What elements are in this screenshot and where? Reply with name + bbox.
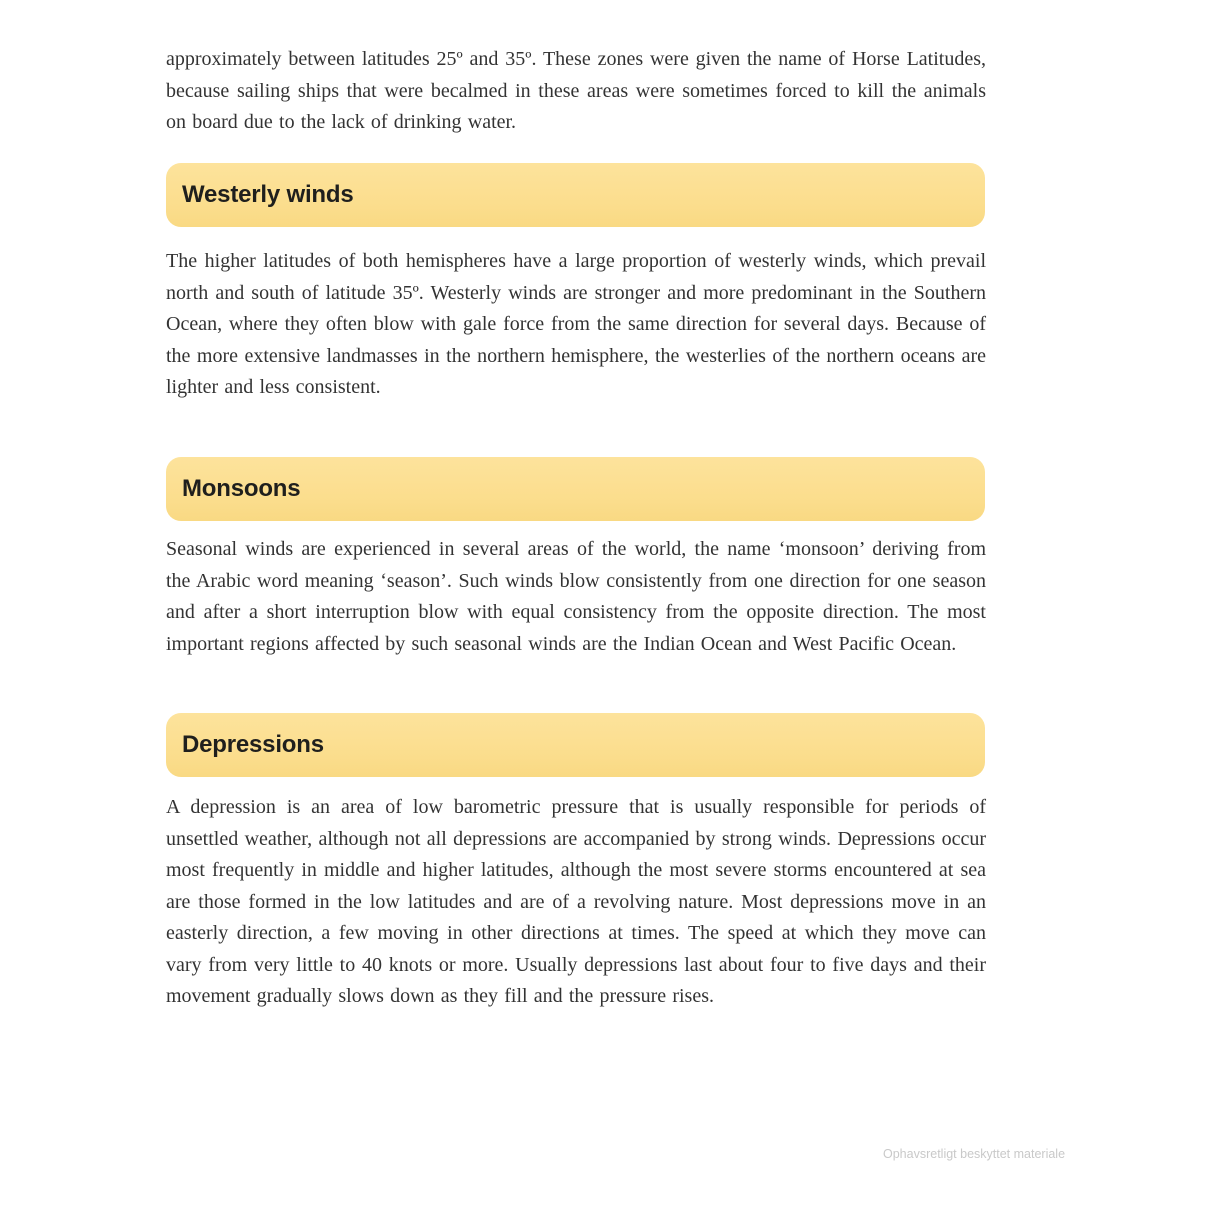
section-heading-depressions — [166, 713, 985, 777]
section-body-westerly-winds: The higher latitudes of both hemispheres have a large proportion of westerly winds, which prevail north and south of latitude 35º. Westerly winds are stronger and more predominant in the Southern Ocean, where they often blow with gale force from the same direction for several days. Because of the more extensive landmasses in the northern hemisphere, the westerlies of the northern oceans are lighter and less consistent. — [166, 250, 986, 398]
section-heading-label: Monsoons — [182, 475, 301, 502]
section-heading-westerly-winds — [166, 163, 985, 227]
copyright-watermark: Ophavsretligt beskyttet materiale — [883, 1147, 1066, 1161]
section-heading-label: Westerly winds — [182, 181, 354, 208]
intro-paragraph: approximately between latitudes 25º and 35º. These zones were given the name of Horse Latitudes, because sailing ships that were becalmed in these areas were sometimes forced to kill the animals on board due to the lack of drinking water. — [166, 48, 986, 133]
section-body-monsoons: Seasonal winds are experienced in several areas of the world, the name ‘monsoon’ deriving from the Arabic word meaning ‘season’. Such winds blow consistently from one direction for one season and after a short interruption blow with equal consistency from the opposite direction. The most important regions affected by such seasonal winds are the Indian Ocean and West Pacific Ocean. — [166, 538, 986, 655]
section-heading-monsoons — [166, 457, 985, 521]
section-heading-label: Depressions — [182, 731, 324, 758]
section-body-depressions: A depression is an area of low barometric pressure that is usually responsible for periods of unsettled weather, although not all depressions are accompanied by strong winds. Depressions occur most frequently in middle and higher latitudes, although the most severe storms encountered at sea are those formed in the low latitudes and are of a revolving nature. Most depressions move in an easterly direction, a few moving in other directions at times. The speed at which they move can vary from very little to 40 knots or more. Usually depressions last about four to five days and their movement gradually slows down as they fill and the pressure rises. — [166, 796, 986, 1007]
